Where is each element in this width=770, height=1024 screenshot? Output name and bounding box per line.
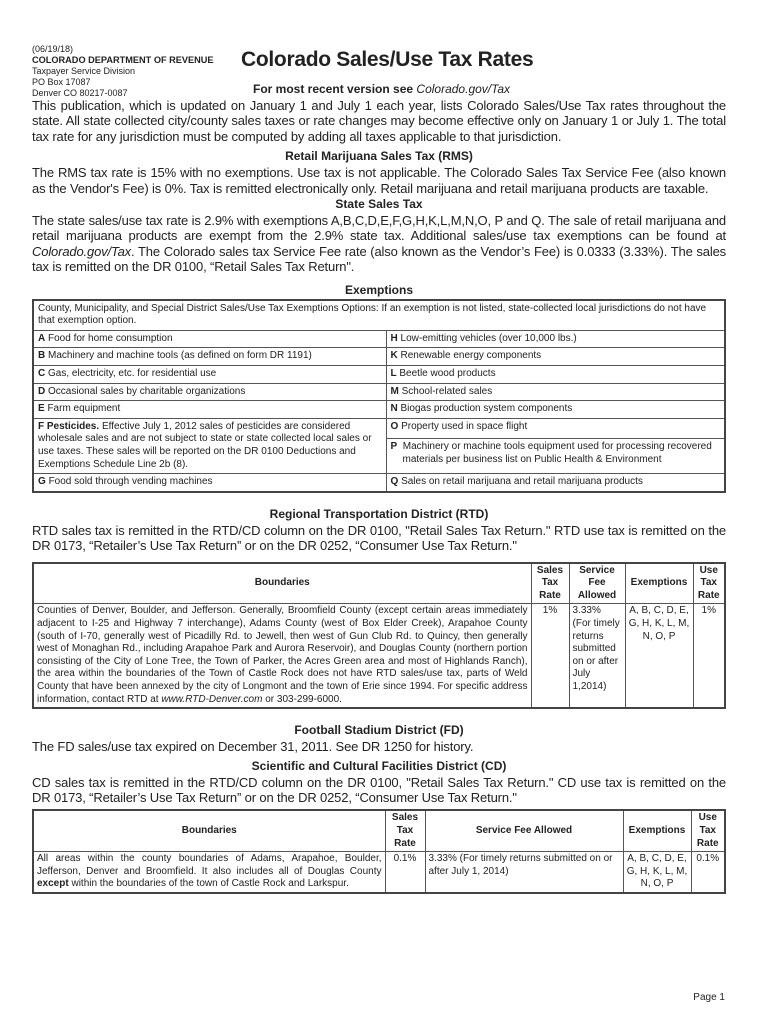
exemption-B: B Machinery and machine tools (as defined on form DR 1191) xyxy=(33,348,386,366)
exemption-D: D Occasional sales by charitable organizations xyxy=(33,383,386,401)
cd-heading: Scientific and Cultural Facilities District (CD) xyxy=(251,758,507,773)
city: Denver CO 80217-0087 xyxy=(32,88,128,98)
rtd-use-rate: 1% xyxy=(693,604,725,708)
subtitle-text: For most recent version see xyxy=(253,82,417,96)
rtd-heading: Regional Transportation District (RTD) xyxy=(269,506,489,521)
exemption-N: N Biogas production system components xyxy=(386,401,725,419)
rtd-table xyxy=(32,562,726,710)
table-row xyxy=(33,852,725,893)
intro-paragraph: This publication, which is updated on January 1 and July 1 each year, lists Colorado Sales/Use Tax rates throughout the state. All state collected city/county sales taxes or rate changes may become effective only on January 1 or July 1. The total tax rate for any jurisdiction must be computed by adding all taxes applicable to that jurisdiction. xyxy=(32,98,726,144)
exemption-A: A Food for home consumption xyxy=(33,330,386,348)
table-row xyxy=(33,604,725,708)
exemption-M: M School-related sales xyxy=(386,383,725,401)
exemption-G: G Food sold through vending machines xyxy=(33,474,386,492)
cd-table xyxy=(32,809,726,894)
exemption-F: F Pesticides. Effective July 1, 2012 sales of pesticides are considered wholesale sales and are not subject to state or state collected local sales or use taxes. These sales will be reported on the DR 0100 Deductions and Exemptions Schedule Line 2b (8). xyxy=(33,418,386,473)
col-service-fee: Service Fee Allowed xyxy=(569,563,625,604)
rtd-link[interactable]: www.RTD-Denver.com xyxy=(161,693,263,705)
rtd-text: RTD sales tax is remitted in the RTD/CD column on the DR 0100, "Retail Sales Tax Return." RTD use tax is remitted on the DR 0173, “Retailer’s Use Tax Return” or on the DR 0252, “Consumer Use Tax Return." xyxy=(32,522,726,554)
col-exemptions: Exemptions xyxy=(625,563,693,604)
exemptions-intro: County, Municipality, and Special District Sales/Use Tax Exemptions Options: If an exemption is not listed, state-collected local jurisdictions do not have that exemption option. xyxy=(33,300,725,331)
rtd-exemptions: A, B, C, D, E, G, H, K, L, M, N, O, P xyxy=(625,604,693,708)
exemption-K: K Renewable energy components xyxy=(386,348,725,366)
col-use-tax-rate: Use Tax Rate xyxy=(691,810,725,851)
col-service-fee: Service Fee Allowed xyxy=(425,810,623,851)
document-page xyxy=(32,44,726,894)
po-box: PO Box 17087 xyxy=(32,77,91,87)
exemption-C: C Gas, electricity, etc. for residential use xyxy=(33,366,386,384)
col-boundaries: Boundaries xyxy=(33,810,385,851)
state-text-1: The state sales/use tax rate is 2.9% with exemptions A,B,C,D,E,F,G,H,K,L,M,N,O, P and Q. The sale of retail marijuana and retail marijuana products are exempt from the 2.9% state tax. Additional sales/use tax exemptions can be found at xyxy=(32,213,726,244)
exemptions-heading: Exemptions xyxy=(344,282,413,297)
col-sales-tax-rate: Sales Tax Rate xyxy=(385,810,425,851)
division: Taxpayer Service Division xyxy=(32,66,136,76)
cd-service-fee: 3.33% (For timely returns submitted on or after July 1, 2014) xyxy=(425,852,623,893)
cd-boundaries: All areas within the county boundaries of Adams, Arapahoe, Boulder, Jefferson, Denver and Broomfield. It also includes all of Douglas County except within the boundaries of the town of Castle Rock and Larkspur. xyxy=(33,852,385,893)
col-exemptions: Exemptions xyxy=(623,810,691,851)
agency-name: COLORADO DEPARTMENT OF REVENUE xyxy=(32,55,214,65)
agency-block xyxy=(32,44,237,98)
subtitle xyxy=(253,82,726,96)
state-heading: State Sales Tax xyxy=(335,197,423,212)
cd-use-rate: 0.1% xyxy=(691,852,725,893)
col-use-tax-rate: Use Tax Rate xyxy=(693,563,725,604)
cd-text: CD sales tax is remitted in the RTD/CD column on the DR 0100, "Retail Sales Tax Return." CD use tax is remitted on the DR 0173, “Retailer’s Use Tax Return” or on the DR 0252, “Consumer Use Tax Return." xyxy=(32,774,726,805)
exemption-O: O Property used in space flight xyxy=(386,418,725,438)
revision-date: (06/19/18) xyxy=(32,44,74,54)
page-title: Colorado Sales/Use Tax Rates xyxy=(241,48,534,71)
rtd-service-fee: 3.33% (For timely returns submitted on or after July 1,2014) xyxy=(569,604,625,708)
exemption-P: P Machinery or machine tools equipment used for processing recovered materials per business list on Public Health & Environment xyxy=(386,439,725,474)
exemption-L: L Beetle wood products xyxy=(386,366,725,384)
rtd-sales-rate: 1% xyxy=(531,604,569,708)
cd-sales-rate: 0.1% xyxy=(385,852,425,893)
col-boundaries: Boundaries xyxy=(33,563,531,604)
state-text xyxy=(32,213,726,275)
website-link[interactable]: Colorado.gov/Tax xyxy=(416,82,511,96)
col-sales-tax-rate: Sales Tax Rate xyxy=(531,563,569,604)
exemption-E: E Farm equipment xyxy=(33,401,386,419)
rms-text: The RMS tax rate is 15% with no exemptions. Use tax is not applicable. The Colorado Sales Tax Service Fee (also known as the Vendor's Fee) is 0%. Tax is remitted electronically only. Retail marijuana and retail marijuana products are taxable. xyxy=(32,165,726,196)
fd-text: The FD sales/use tax expired on December 31, 2011. See DR 1250 for history. xyxy=(32,739,474,755)
exemptions-table xyxy=(32,299,726,493)
state-text-2: . The Colorado sales tax Service Fee rate (also known as the Vendor’s Fee) is 0.0333 (3.33%). The sales tax is remitted on the DR 0100, “Retail Sales Tax Return". xyxy=(32,243,726,275)
rtd-boundaries: Counties of Denver, Boulder, and Jefferson. Generally, Broomfield County (except certain areas immediately adjacent to I-25 and Highway 7 interchange), Adams County (west of Box Elder Creek), Arapahoe County (south of I-70, generally west of Picadilly Rd. to Jewell, then west of Gun Club Rd. to Quincy, then generally west of Monaghan Rd., including Arapahoe Park and Aurora Reservoir), and Douglas County (northern portion consisting of the City of Lone Tree, the Town of Parker, the Acres Green area and most of Highlands Ranch), the area within the boundaries of the Town of Castle Rock does not have RTD sales/use tax, parts of Weld County that have been annexed by the city of Longmont and the town of Erie since 1994. For specific address information, contact RTD at www.RTD-Denver.com or 303-299-6000. xyxy=(33,604,531,708)
cd-exemptions: A, B, C, D, E, G, H, K, L, M, N, O, P xyxy=(623,852,691,893)
exemption-H: H Low-emitting vehicles (over 10,000 lbs.) xyxy=(386,330,725,348)
header xyxy=(32,44,726,98)
rms-heading: Retail Marijuana Sales Tax (RMS) xyxy=(285,149,473,164)
page-number: Page 1 xyxy=(693,992,725,1003)
state-link[interactable]: Colorado.gov/Tax xyxy=(32,243,132,259)
fd-heading: Football Stadium District (FD) xyxy=(294,723,464,738)
exemption-Q: Q Sales on retail marijuana and retail marijuana products xyxy=(386,474,725,492)
